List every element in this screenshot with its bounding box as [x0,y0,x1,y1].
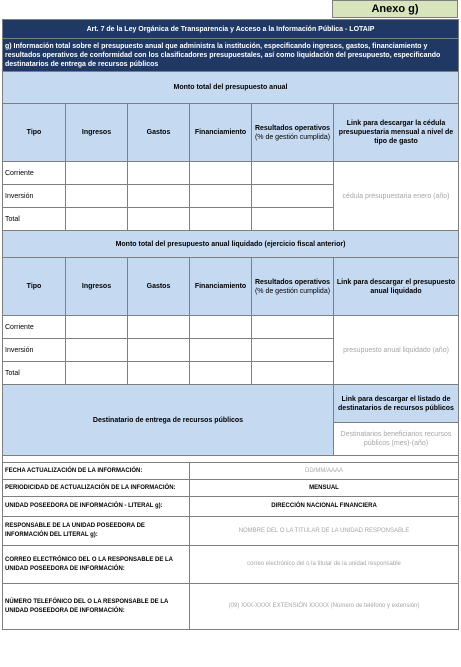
section2-cell[interactable] [66,316,128,339]
footer-label-fecha: FECHA ACTUALIZACIÓN DE LA INFORMACIÓN: [3,463,190,480]
section2-row-label: Corriente [3,316,66,339]
section1-cell[interactable] [190,185,252,208]
section1-row-label: Total [3,208,66,231]
section3-link[interactable]: Destinatarios beneficiarios recursos públicos (mes)-(año) [334,423,459,456]
annex-label: Anexo g) [332,0,458,18]
section2-cell[interactable] [190,339,252,362]
transparency-table [2,19,459,630]
section1-link[interactable]: cédula presupuestaria enero (año) [334,162,459,231]
section1-col-resultados-label: Resultados operativos [254,124,331,132]
section2-cell[interactable] [190,362,252,385]
section1-col-ingresos: Ingresos [66,104,128,162]
footer-label-unidad: UNIDAD POSEEDORA DE INFORMACIÓN - LITERAL g): [3,497,190,517]
section2-cell[interactable] [252,316,334,339]
section1-col-gastos: Gastos [128,104,190,162]
section1-col-resultados [252,104,334,162]
section1-heading: Monto total del presupuesto anual [3,72,459,104]
section1-cell[interactable] [66,185,128,208]
section2-col-gastos: Gastos [128,258,190,316]
table-title: Art. 7 de la Ley Orgánica de Transparencia y Acceso a la Información Pública - LOTAIP [3,20,459,39]
section2-cell[interactable] [190,316,252,339]
section2-cell[interactable] [252,339,334,362]
table-description: g) Información total sobre el presupuesto anual que administra la institución, especificando ingresos, gastos, financiamiento y resultados operativos de conformidad con los clasificadores presupuestales, así como liquidación del presupuesto, especificando destinatarios de entrega de recursos públicos [3,39,459,72]
section1-cell[interactable] [252,208,334,231]
section2-cell[interactable] [128,362,190,385]
footer-label-responsable: RESPONSABLE DE LA UNIDAD POSEEDORA DE INFORMACIÓN DEL LITERAL g): [3,517,190,546]
section2-heading: Monto total del presupuesto anual liquidado (ejercicio fiscal anterior) [3,231,459,258]
section2-col-resultados [252,258,334,316]
section2-col-link: Link para descargar el presupuesto anual liquidado [334,258,459,316]
section2-col-resultados-label: Resultados operativos [254,278,331,286]
section1-cell[interactable] [252,185,334,208]
section3-link-header: Link para descargar el listado de destinatarios de recursos públicos [334,385,459,423]
footer-value-unidad: DIRECCIÓN NACIONAL FINANCIERA [190,497,459,517]
section2-cell[interactable] [66,339,128,362]
section2-col-resultados-sub: (% de gestión cumplida) [254,287,331,295]
section1-cell[interactable] [190,162,252,185]
footer-value-periodicidad: MENSUAL [190,480,459,497]
section1-row-label: Inversión [3,185,66,208]
section2-col-ingresos: Ingresos [66,258,128,316]
footer-value-responsable[interactable]: NOMBRE DEL O LA TITULAR DE LA UNIDAD RESPONSABLE [190,517,459,546]
section2-col-financiamiento: Financiamiento [190,258,252,316]
section1-col-tipo: Tipo [3,104,66,162]
section1-cell[interactable] [66,162,128,185]
footer-label-correo: CORREO ELECTRÓNICO DEL O LA RESPONSABLE DE LA UNIDAD POSEEDORA DE INFORMACIÓN: [3,546,190,584]
section1-col-financiamiento: Financiamiento [190,104,252,162]
footer-label-telefono: NÚMERO TELEFÓNICO DEL O LA RESPONSABLE DE LA UNIDAD POSEEDORA DE INFORMACIÓN: [3,584,190,630]
section1-cell[interactable] [128,185,190,208]
section2-cell[interactable] [128,339,190,362]
section2-cell[interactable] [66,362,128,385]
section1-cell[interactable] [252,162,334,185]
section2-col-tipo: Tipo [3,258,66,316]
section1-cell[interactable] [128,162,190,185]
section2-cell[interactable] [128,316,190,339]
section1-col-resultados-sub: (% de gestión cumplida) [254,133,331,141]
section1-row-label: Corriente [3,162,66,185]
section2-cell[interactable] [252,362,334,385]
section3-heading: Destinatario de entrega de recursos públicos [3,385,334,456]
section2-row-label: Total [3,362,66,385]
footer-value-fecha[interactable]: DD/MM/AAAA [190,463,459,480]
footer-value-telefono[interactable]: (09) XXX-XXXX EXTENSIÓN XXXXX (Número de teléfono y extensión) [190,584,459,630]
section2-row-label: Inversión [3,339,66,362]
footer-value-correo[interactable]: correo electrónico del o la titular de la unidad responsable [190,546,459,584]
section2-link[interactable]: presupuesto anual liquidado (año) [334,316,459,385]
section1-col-link: Link para descargar la cédula presupuestaria mensual a nivel de tipo de gasto [334,104,459,162]
footer-label-periodicidad: PERIODICIDAD DE ACTUALIZACIÓN DE LA INFORMACIÓN: [3,480,190,497]
section1-cell[interactable] [128,208,190,231]
section1-cell[interactable] [190,208,252,231]
section1-cell[interactable] [66,208,128,231]
